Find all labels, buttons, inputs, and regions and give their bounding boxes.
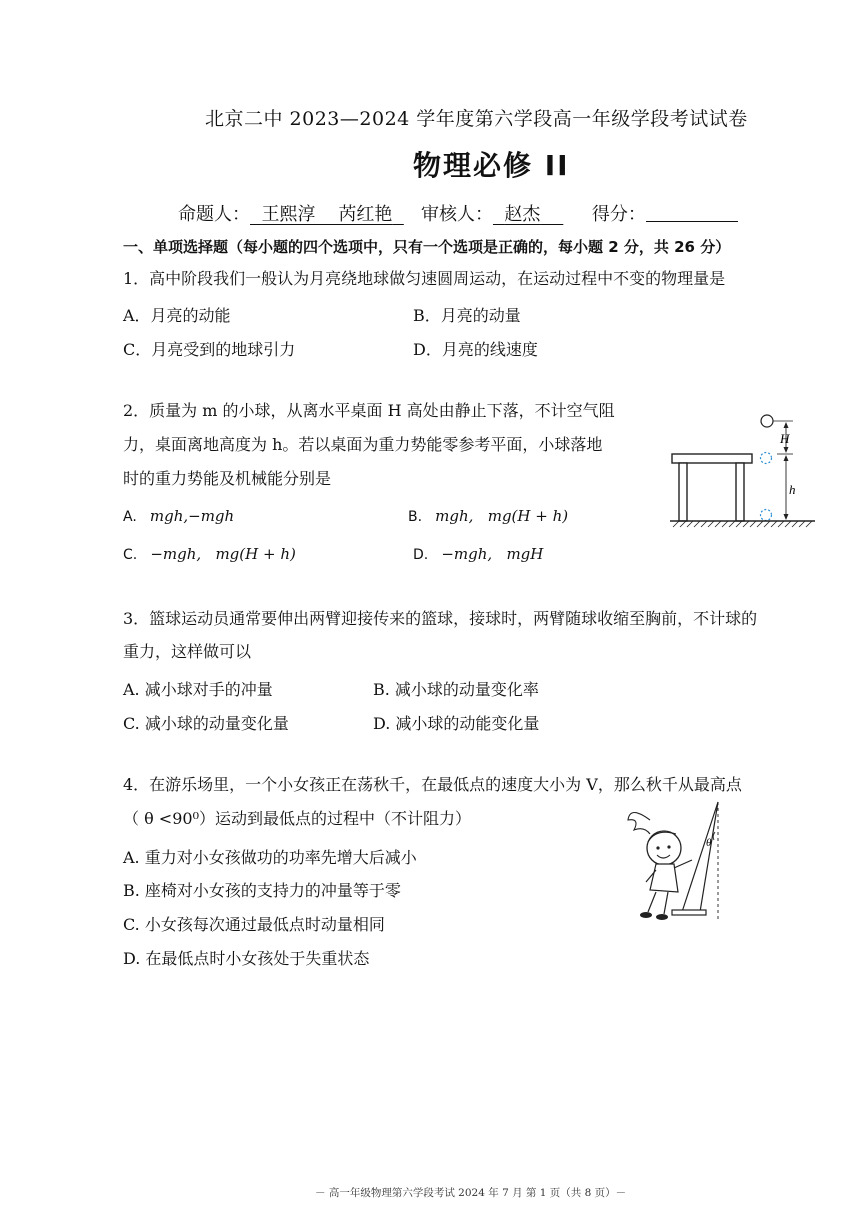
- q2-option-a: A. mgh,−mgh: [123, 507, 235, 525]
- q2-stem-line3: 时的重力势能及机械能分别是: [123, 469, 332, 488]
- q3-option-a: A. 减小球对手的冲量: [123, 680, 273, 699]
- q2-stem-line1: 2．质量为 m 的小球，从离水平桌面 H 高处由静止下落，不计空气阻: [123, 401, 615, 420]
- authors-line: [178, 200, 738, 226]
- q4-stem-line2: （ θ <90⁰）运动到最低点的过程中（不计阻力）: [123, 809, 471, 828]
- subject-title: 物理必修 II: [413, 149, 570, 182]
- setters: 王熙淳 芮红艳: [261, 204, 393, 225]
- ball-ground-icon: [761, 510, 772, 521]
- q2-figure: [665, 408, 825, 530]
- q3-stem-line2: 重力，这样做可以: [123, 642, 252, 661]
- q4-swing-figure: [620, 800, 730, 928]
- q3-option-c: C. 减小球的动量变化量: [123, 714, 289, 733]
- score-label: 得分：: [591, 204, 646, 225]
- q2-option-b: B. mgh, mg(H + h): [408, 507, 569, 525]
- ground-hatching: [673, 521, 812, 527]
- q1-option-a: A．月亮的动能: [123, 306, 231, 325]
- ball-icon: [761, 415, 773, 427]
- theta-label: θ: [706, 837, 712, 849]
- setter-label: 命题人：: [178, 204, 250, 225]
- q1-option-b: B．月亮的动量: [413, 306, 521, 325]
- page-footer: － 高一年级物理第六学段考试 2024 年 7 月 第 1 页（共 8 页）－: [315, 1187, 627, 1199]
- q2-option-d: D. −mgh, mgH: [413, 545, 544, 563]
- swing-seat: [672, 910, 706, 915]
- score-blank[interactable]: [646, 205, 738, 222]
- ball-tabletop-icon: [761, 453, 772, 464]
- q3-stem-line1: 3．篮球运动员通常要伸出两臂迎接传来的篮球，接球时，两臂随球收缩至胸前，不计球的: [123, 609, 758, 628]
- q1-option-d: D．月亮的线速度: [413, 340, 538, 359]
- q4-stem-line1: 4．在游乐场里，一个小女孩正在荡秋千，在最低点的速度大小为 V，那么秋千从最高点: [123, 775, 742, 794]
- q3-option-d: D. 减小球的动能变化量: [373, 714, 540, 733]
- q4-option-c: C. 小女孩每次通过最低点时动量相同: [123, 915, 385, 934]
- q4-option-b: B. 座椅对小女孩的支持力的冲量等于零: [123, 881, 401, 900]
- q3-option-b: B. 减小球的动量变化率: [373, 680, 539, 699]
- h-label: h: [789, 482, 796, 497]
- q1-option-c: C．月亮受到的地球引力: [123, 340, 296, 359]
- reviewer-label: 审核人：: [420, 204, 493, 225]
- exam-title: 北京二中 2023—2024 学年度第六学段高一年级学段考试试卷: [205, 108, 748, 130]
- H-label: H: [780, 431, 790, 446]
- q4-option-d: D. 在最低点时小女孩处于失重状态: [123, 949, 370, 968]
- section-heading: 一、单项选择题（每小题的四个选项中，只有一个选项是正确的，每小题 2 分，共 26 分）: [123, 238, 731, 256]
- table-top: [672, 454, 752, 463]
- q1-stem: 1．高中阶段我们一般认为月亮绕地球做匀速圆周运动，在运动过程中不变的物理量是: [123, 269, 726, 288]
- q2-stem-line2: 力，桌面离地高度为 h。若以桌面为重力势能零参考平面，小球落地: [123, 435, 603, 454]
- reviewer: 赵杰: [504, 204, 541, 225]
- table-leg-right: [736, 463, 744, 521]
- q2-option-c: C. −mgh, mg(H + h): [123, 545, 296, 563]
- q4-option-a: A. 重力对小女孩做功的功率先增大后减小: [123, 848, 417, 867]
- table-leg-left: [679, 463, 687, 521]
